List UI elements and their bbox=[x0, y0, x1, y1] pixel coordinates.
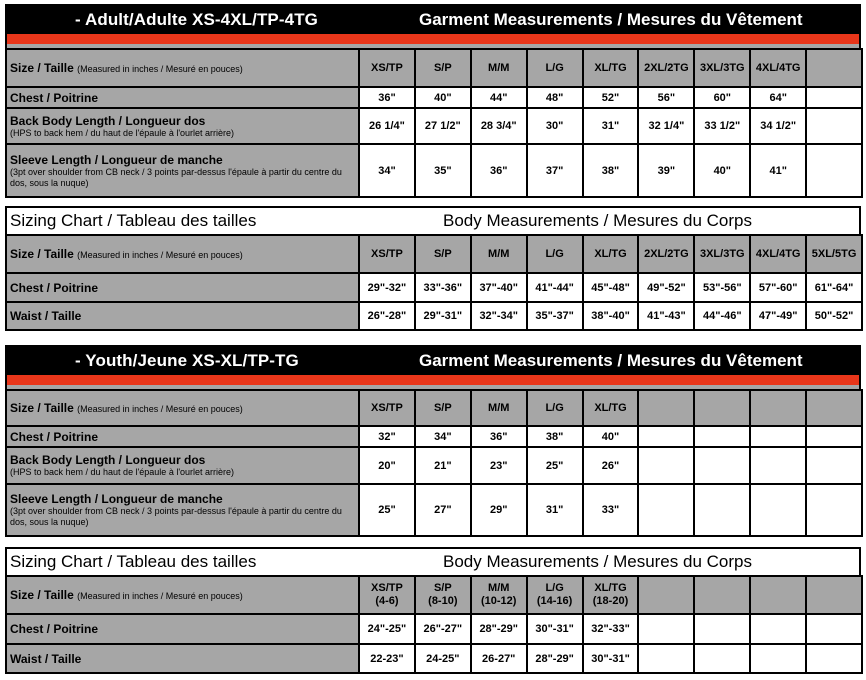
chest-value: 30"-31" bbox=[527, 614, 583, 644]
waist-value: 24-25" bbox=[415, 644, 471, 673]
chest-value: 32" bbox=[359, 426, 415, 447]
empty-cell bbox=[638, 484, 694, 536]
empty-cell bbox=[694, 614, 750, 644]
waist-value: 28"-29" bbox=[527, 644, 583, 673]
body-measurements-title: Body Measurements / Mesures du Corps bbox=[443, 552, 752, 571]
chest-value: 57"-60" bbox=[750, 273, 806, 302]
empty-cell bbox=[694, 644, 750, 673]
youth-body-header bbox=[5, 547, 861, 575]
back-value: 32 1/4" bbox=[638, 108, 694, 144]
sleeve-value: 40" bbox=[694, 144, 750, 197]
sleeve-note: (3pt over shoulder from CB neck / 3 points par-dessus l'épaule à partir du centre du dos, sous la nuque) bbox=[10, 166, 342, 188]
waist-value: 29"-31" bbox=[415, 302, 471, 330]
chest-value: 38" bbox=[527, 426, 583, 447]
back-label-cell bbox=[6, 447, 359, 484]
size-header: XS/TP bbox=[359, 235, 415, 273]
chest-value: 64" bbox=[750, 87, 806, 108]
size-header: M/M bbox=[471, 49, 527, 87]
chest-value: 53"-56" bbox=[694, 273, 750, 302]
empty-cell bbox=[750, 447, 806, 484]
back-value: 31" bbox=[583, 108, 639, 144]
size-name: XL/TG bbox=[594, 582, 627, 594]
empty-cell bbox=[806, 614, 862, 644]
waist-value: 50"-52" bbox=[806, 302, 862, 330]
size-header: 4XL/4TG bbox=[750, 235, 806, 273]
size-header: M/M bbox=[471, 235, 527, 273]
empty-cell bbox=[694, 576, 750, 614]
chest-value: 49"-52" bbox=[638, 273, 694, 302]
size-label: Size / Taille bbox=[10, 401, 74, 415]
size-header: 4XL/4TG bbox=[750, 49, 806, 87]
table-row bbox=[6, 273, 862, 302]
size-header: 3XL/3TG bbox=[694, 235, 750, 273]
chest-label: Chest / Poitrine bbox=[6, 426, 359, 447]
chest-value: 26"-27" bbox=[415, 614, 471, 644]
empty-cell bbox=[638, 576, 694, 614]
size-header: 3XL/3TG bbox=[694, 49, 750, 87]
size-label-cell bbox=[6, 576, 359, 614]
sleeve-value: 38" bbox=[583, 144, 639, 197]
waist-value: 26-27" bbox=[471, 644, 527, 673]
table-row bbox=[6, 235, 862, 273]
size-header: XS/TP bbox=[359, 49, 415, 87]
chest-value: 60" bbox=[694, 87, 750, 108]
size-range: (18-20) bbox=[592, 595, 629, 607]
back-value: 26 1/4" bbox=[359, 108, 415, 144]
sleeve-label-cell bbox=[6, 484, 359, 536]
size-range: (14-16) bbox=[536, 595, 573, 607]
waist-label: Waist / Taille bbox=[6, 644, 359, 673]
empty-cell bbox=[750, 576, 806, 614]
measure-note: (Measured in inches / Mesuré en pouces) bbox=[77, 404, 243, 414]
back-value: 30" bbox=[527, 108, 583, 144]
size-label: Size / Taille bbox=[10, 588, 74, 602]
chest-value: 34" bbox=[415, 426, 471, 447]
sleeve-label-cell bbox=[6, 144, 359, 197]
back-value: 27 1/2" bbox=[415, 108, 471, 144]
size-header bbox=[527, 576, 583, 614]
size-header: L/G bbox=[527, 49, 583, 87]
measure-note: (Measured in inches / Mesuré en pouces) bbox=[77, 250, 243, 260]
size-header bbox=[583, 576, 639, 614]
chest-value: 44" bbox=[471, 87, 527, 108]
youth-title: - Youth/Jeune XS-XL/TP-TG bbox=[75, 351, 299, 370]
chest-value: 24"-25" bbox=[359, 614, 415, 644]
waist-value: 30"-31" bbox=[583, 644, 639, 673]
empty-cell bbox=[806, 426, 862, 447]
table-row bbox=[6, 644, 862, 673]
size-header: M/M bbox=[471, 390, 527, 426]
size-header: S/P bbox=[415, 235, 471, 273]
sleeve-value: 27" bbox=[415, 484, 471, 536]
size-header bbox=[415, 576, 471, 614]
size-range: (10-12) bbox=[480, 595, 517, 607]
adult-garment-title: Garment Measurements / Mesures du Vêtement bbox=[419, 10, 803, 29]
chest-label: Chest / Poitrine bbox=[6, 273, 359, 302]
size-name: M/M bbox=[488, 582, 510, 594]
waist-value: 38"-40" bbox=[583, 302, 639, 330]
sleeve-value: 25" bbox=[359, 484, 415, 536]
adult-title: - Adult/Adulte XS-4XL/TP-4TG bbox=[75, 10, 318, 29]
size-header: S/P bbox=[415, 390, 471, 426]
chest-value: 45"-48" bbox=[583, 273, 639, 302]
chest-value bbox=[806, 87, 862, 108]
sleeve-value bbox=[806, 144, 862, 197]
size-label-cell bbox=[6, 235, 359, 273]
chest-value: 36" bbox=[471, 426, 527, 447]
chest-value: 37"-40" bbox=[471, 273, 527, 302]
size-label-cell bbox=[6, 49, 359, 87]
measure-note: (Measured in inches / Mesuré en pouces) bbox=[77, 591, 243, 601]
youth-body-table bbox=[5, 575, 863, 674]
empty-cell bbox=[694, 390, 750, 426]
chest-value: 32"-33" bbox=[583, 614, 639, 644]
size-header bbox=[806, 49, 862, 87]
back-value: 33 1/2" bbox=[694, 108, 750, 144]
chest-value: 61"-64" bbox=[806, 273, 862, 302]
youth-garment-table bbox=[5, 389, 863, 537]
size-header: 5XL/5TG bbox=[806, 235, 862, 273]
empty-cell bbox=[694, 426, 750, 447]
back-label: Back Body Length / Longueur dos bbox=[10, 113, 206, 128]
size-header: L/G bbox=[527, 390, 583, 426]
waist-value: 22-23" bbox=[359, 644, 415, 673]
empty-cell bbox=[806, 484, 862, 536]
chest-value: 29"-32" bbox=[359, 273, 415, 302]
waist-value: 44"-46" bbox=[694, 302, 750, 330]
sleeve-label: Sleeve Length / Longueur de manche bbox=[10, 492, 223, 506]
empty-cell bbox=[806, 447, 862, 484]
back-value bbox=[806, 108, 862, 144]
youth-body-section bbox=[5, 547, 861, 674]
waist-value: 41"-43" bbox=[638, 302, 694, 330]
size-name: XS/TP bbox=[371, 582, 403, 594]
sleeve-value: 39" bbox=[638, 144, 694, 197]
youth-garment-title: Garment Measurements / Mesures du Vêtement bbox=[419, 351, 803, 370]
table-row bbox=[6, 447, 862, 484]
size-label: Size / Taille bbox=[10, 247, 74, 261]
adult-body-header bbox=[5, 206, 861, 234]
table-row bbox=[6, 390, 862, 426]
back-value: 34 1/2" bbox=[750, 108, 806, 144]
chest-value: 40" bbox=[415, 87, 471, 108]
adult-garment-section bbox=[5, 4, 861, 198]
size-header: 2XL/2TG bbox=[638, 49, 694, 87]
red-divider bbox=[5, 34, 861, 44]
waist-value: 32"-34" bbox=[471, 302, 527, 330]
adult-garment-table bbox=[5, 48, 863, 198]
back-value: 26" bbox=[583, 447, 639, 484]
sleeve-note: (3pt over shoulder from CB neck / 3 points par-dessus l'épaule à partir du centre du dos, sous la nuque) bbox=[10, 506, 342, 527]
back-value: 20" bbox=[359, 447, 415, 484]
empty-cell bbox=[694, 484, 750, 536]
empty-cell bbox=[638, 447, 694, 484]
empty-cell bbox=[638, 390, 694, 426]
back-value: 25" bbox=[527, 447, 583, 484]
measure-note: (Measured in inches / Mesuré en pouces) bbox=[77, 64, 243, 74]
size-header: XL/TG bbox=[583, 235, 639, 273]
size-label-cell bbox=[6, 390, 359, 426]
waist-value: 26"-28" bbox=[359, 302, 415, 330]
empty-cell bbox=[750, 484, 806, 536]
empty-cell bbox=[638, 426, 694, 447]
table-row bbox=[6, 614, 862, 644]
size-header: L/G bbox=[527, 235, 583, 273]
chest-value: 56" bbox=[638, 87, 694, 108]
empty-cell bbox=[750, 644, 806, 673]
sleeve-value: 36" bbox=[471, 144, 527, 197]
size-name: S/P bbox=[433, 582, 452, 594]
red-divider bbox=[5, 375, 861, 385]
chest-label: Chest / Poitrine bbox=[6, 614, 359, 644]
youth-header bbox=[5, 345, 861, 375]
size-label: Size / Taille bbox=[10, 61, 74, 75]
body-measurements-title: Body Measurements / Mesures du Corps bbox=[443, 211, 752, 230]
chest-label: Chest / Poitrine bbox=[6, 87, 359, 108]
sleeve-value: 31" bbox=[527, 484, 583, 536]
back-value: 28 3/4" bbox=[471, 108, 527, 144]
sizing-chart-title: Sizing Chart / Tableau des tailles bbox=[10, 552, 257, 571]
size-header bbox=[471, 576, 527, 614]
waist-value: 35"-37" bbox=[527, 302, 583, 330]
youth-garment-section bbox=[5, 345, 861, 537]
table-row bbox=[6, 87, 862, 108]
chest-value: 28"-29" bbox=[471, 614, 527, 644]
empty-cell bbox=[694, 447, 750, 484]
size-range: (4-6) bbox=[375, 595, 399, 607]
chest-value: 33"-36" bbox=[415, 273, 471, 302]
back-label: Back Body Length / Longueur dos bbox=[10, 453, 206, 467]
chest-value: 41"-44" bbox=[527, 273, 583, 302]
table-row bbox=[6, 144, 862, 197]
back-note: (HPS to back hem / du haut de l'épaule à l'ourlet arrière) bbox=[10, 467, 235, 477]
sizing-chart-title: Sizing Chart / Tableau des tailles bbox=[10, 211, 257, 230]
back-value: 23" bbox=[471, 447, 527, 484]
table-row bbox=[6, 426, 862, 447]
back-value: 21" bbox=[415, 447, 471, 484]
size-range: (8-10) bbox=[428, 595, 458, 607]
empty-cell bbox=[638, 644, 694, 673]
table-row bbox=[6, 302, 862, 330]
size-header: 2XL/2TG bbox=[638, 235, 694, 273]
empty-cell bbox=[806, 576, 862, 614]
sleeve-value: 41" bbox=[750, 144, 806, 197]
size-header: S/P bbox=[415, 49, 471, 87]
empty-cell bbox=[638, 614, 694, 644]
table-row bbox=[6, 576, 862, 614]
size-header: XS/TP bbox=[359, 390, 415, 426]
sleeve-value: 37" bbox=[527, 144, 583, 197]
size-header: XL/TG bbox=[583, 390, 639, 426]
size-name: L/G bbox=[545, 582, 564, 594]
table-row bbox=[6, 484, 862, 536]
empty-cell bbox=[750, 614, 806, 644]
sleeve-label: Sleeve Length / Longueur de manche bbox=[10, 152, 223, 167]
adult-body-table bbox=[5, 234, 863, 331]
waist-value: 47"-49" bbox=[750, 302, 806, 330]
adult-header bbox=[5, 4, 861, 34]
table-row bbox=[6, 49, 862, 87]
chest-value: 48" bbox=[527, 87, 583, 108]
waist-label: Waist / Taille bbox=[6, 302, 359, 330]
back-note: (HPS to back hem / du haut de l'épaule à l'ourlet arrière) bbox=[10, 127, 235, 138]
size-header bbox=[359, 576, 415, 614]
sleeve-value: 29" bbox=[471, 484, 527, 536]
empty-cell bbox=[750, 426, 806, 447]
size-header: XL/TG bbox=[583, 49, 639, 87]
empty-cell bbox=[806, 390, 862, 426]
table-row bbox=[6, 108, 862, 144]
back-label-cell bbox=[6, 108, 359, 144]
chest-value: 52" bbox=[583, 87, 639, 108]
sleeve-value: 35" bbox=[415, 144, 471, 197]
empty-cell bbox=[750, 390, 806, 426]
chest-value: 36" bbox=[359, 87, 415, 108]
empty-cell bbox=[806, 644, 862, 673]
chest-value: 40" bbox=[583, 426, 639, 447]
sleeve-value: 34" bbox=[359, 144, 415, 197]
sleeve-value: 33" bbox=[583, 484, 639, 536]
adult-body-section bbox=[5, 206, 861, 331]
